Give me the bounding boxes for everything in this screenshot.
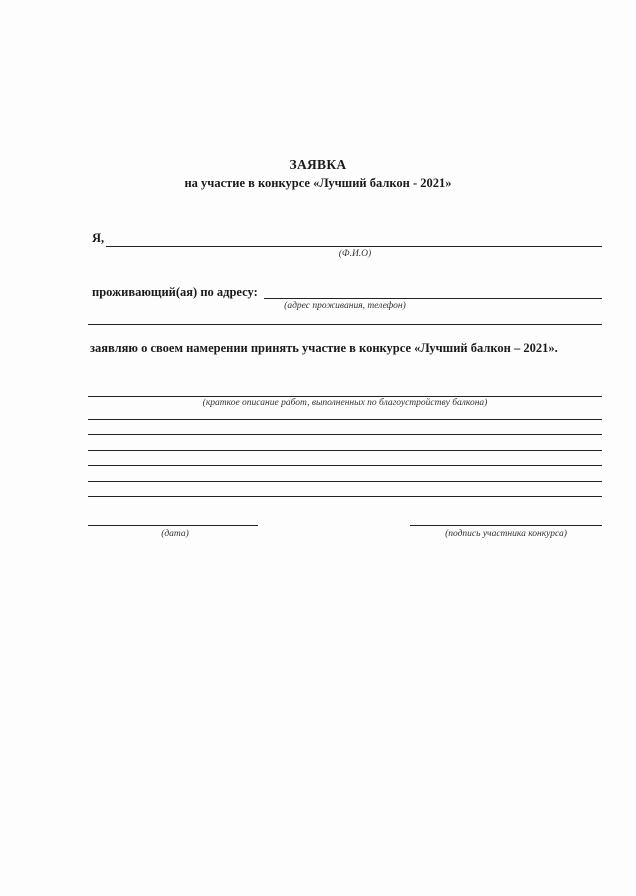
address-line — [264, 298, 602, 299]
description-line-6 — [88, 481, 602, 482]
description-caption: (краткое описание работ, выполненных по благоустройству балкона) — [202, 398, 488, 408]
date-line — [88, 525, 258, 526]
description-line-2 — [88, 419, 602, 420]
form-subtitle: на участие в конкурсе «Лучший балкон - 2021» — [184, 176, 452, 190]
participation-statement: заявляю о своем намерении принять участие в конкурсе «Лучший балкон – 2021». — [90, 341, 558, 355]
description-line-1 — [88, 396, 602, 397]
form-title: ЗАЯВКА — [289, 157, 347, 172]
description-line-5 — [88, 465, 602, 466]
address-caption: (адрес проживания, телефон) — [284, 301, 406, 311]
name-line — [106, 246, 602, 247]
signature-line — [410, 525, 602, 526]
description-line-3 — [88, 434, 602, 435]
name-caption: (Ф.И.О) — [338, 249, 372, 259]
address-label: проживающий(ая) по адресу: — [92, 285, 258, 299]
description-line-4 — [88, 450, 602, 451]
date-caption: (дата) — [161, 529, 189, 539]
description-line-7 — [88, 496, 602, 497]
name-label: Я, — [92, 231, 105, 245]
address-line-2 — [88, 324, 602, 325]
signature-caption: (подпись участника конкурса) — [445, 529, 567, 539]
